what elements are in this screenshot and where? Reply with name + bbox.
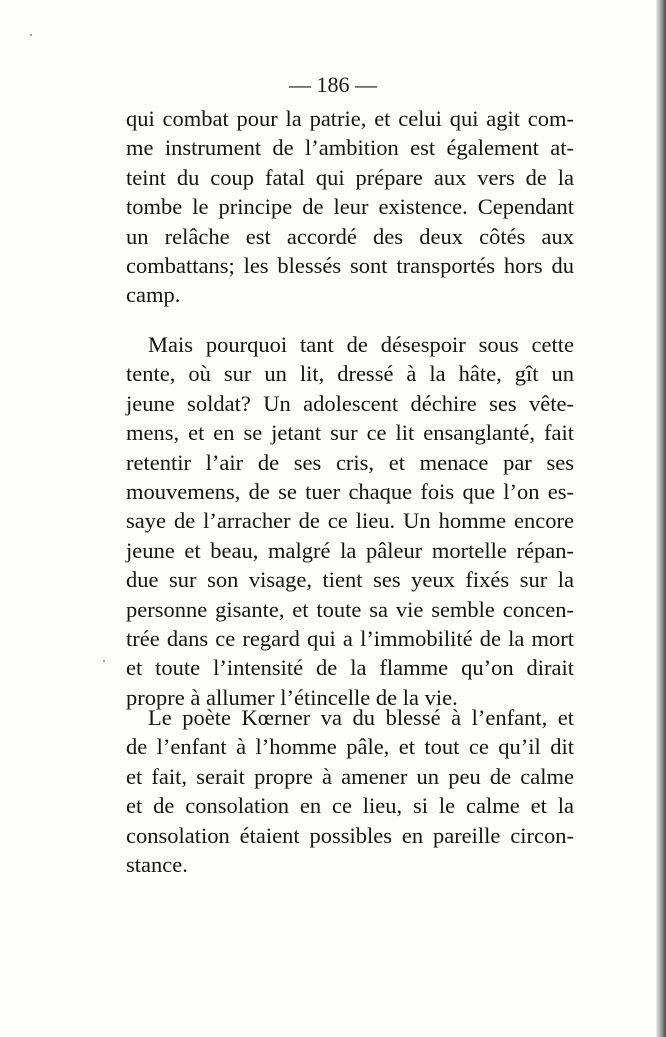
text-line: saye de l’arracher de ce lieu. Un homme encore	[126, 508, 574, 534]
text-line: et toute l’intensité de la flamme qu’on dirait	[126, 655, 574, 681]
text-line: propre à allumer l’étincelle de la vie.	[126, 684, 458, 710]
text-line: qui combat pour la patrie, et celui qui agit com-	[126, 106, 574, 131]
page-edge-shadow	[656, 0, 666, 1037]
text-line: mens, et en se jetant sur ce lit ensanglanté, fait	[126, 420, 574, 446]
text-line: consolation étaient possibles en pareille circon-	[126, 822, 574, 848]
text-line: tente, où sur un lit, dressé à la hâte, gît un	[126, 361, 574, 387]
text-line: un relâche est accordé des deux côtés aux	[126, 223, 574, 249]
paragraph-3	[126, 703, 574, 879]
text-line: jeune soldat? Un adolescent déchire ses vête-	[126, 390, 574, 416]
text-line: combattans; les blessés sont transportés hors du	[126, 252, 574, 278]
text-line: jeune et beau, malgré la pâleur mortelle répan-	[126, 537, 574, 563]
text-line: Mais pourquoi tant de désespoir sous cette	[148, 332, 574, 357]
page-number: — 186 —	[289, 72, 377, 97]
text-line: teint du coup fatal qui prépare aux vers de la	[126, 164, 574, 190]
text-line: retentir l’air de ses cris, et menace par ses	[126, 449, 574, 475]
speck	[30, 34, 32, 36]
text-line: personne gisante, et toute sa vie semble concen-	[126, 596, 574, 622]
text-line: Le poète Kœrner va du blessé à l’enfant, et	[148, 705, 574, 730]
text-line: due sur son visage, tient ses yeux fixés sur la	[126, 567, 574, 593]
text-line: camp.	[126, 282, 181, 308]
text-line: tombe le principe de leur existence. Cependant	[126, 194, 574, 220]
text-line: me instrument de l’ambition est également at-	[126, 135, 574, 161]
text-line: de l’enfant à l’homme pâle, et tout ce qu’il dit	[126, 734, 574, 760]
paragraph-2	[126, 330, 574, 712]
text-line: et de consolation en ce lieu, si le calme et la	[126, 793, 574, 819]
text-line: mouvemens, de se tuer chaque fois que l’on es-	[126, 478, 574, 504]
text-line: stance.	[126, 851, 188, 877]
paragraph-1	[126, 104, 574, 310]
text-line: et fait, serait propre à amener un peu de calme	[126, 763, 574, 789]
text-line: trée dans ce regard qui a l’immobilité de la mort	[126, 625, 574, 651]
speck	[103, 660, 105, 662]
